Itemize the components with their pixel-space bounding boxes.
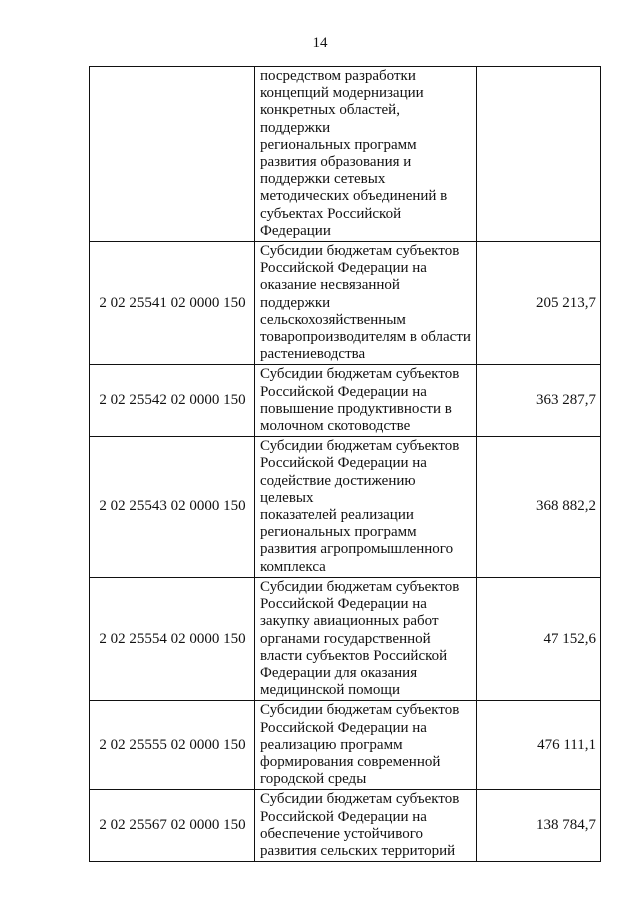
table-row <box>90 67 601 242</box>
income-name-cell <box>255 67 477 242</box>
income-name-line: Российской Федерации на <box>260 260 427 277</box>
income-name-line: реализацию программ <box>260 736 403 753</box>
income-code-cell: 2 02 25554 02 0000 150 <box>90 577 255 700</box>
amount-cell <box>477 67 601 242</box>
income-name-line: медицинской помощи <box>260 682 400 699</box>
income-name-line: Российской Федерации на <box>260 719 427 736</box>
amount-cell: 476 111,1 <box>477 701 601 790</box>
income-name-line: органами государственной <box>260 630 431 647</box>
income-name-cell <box>255 365 477 437</box>
income-name-line: концепций модернизации <box>260 85 424 102</box>
income-name-cell <box>255 577 477 700</box>
income-name-line: региональных программ <box>260 136 417 153</box>
income-name-line: оказание несвязанной поддержки <box>260 277 400 311</box>
income-name-line: Субсидии бюджетам субъектов <box>260 702 460 719</box>
income-code-cell: 2 02 25543 02 0000 150 <box>90 437 255 578</box>
amount-cell: 47 152,6 <box>477 577 601 700</box>
table-row <box>90 790 601 862</box>
income-name-line: методических объединений в <box>260 188 448 205</box>
income-name-cell <box>255 242 477 365</box>
income-name-line: комплекса <box>260 558 326 575</box>
income-name-line: товаропроизводителям в области <box>260 329 471 346</box>
income-name-cell <box>255 790 477 862</box>
income-name-line: Субсидии бюджетам субъектов <box>260 438 460 455</box>
budget-table-body <box>90 67 601 862</box>
income-name-line: Субсидии бюджетам субъектов <box>260 243 460 260</box>
amount-cell: 205 213,7 <box>477 242 601 365</box>
income-code-cell: 2 02 25541 02 0000 150 <box>90 242 255 365</box>
income-name-line: растениеводства <box>260 346 366 363</box>
table-row <box>90 242 601 365</box>
income-name-line: региональных программ <box>260 524 417 541</box>
income-name-line: сельскохозяйственным <box>260 311 406 328</box>
income-name-line: Субсидии бюджетам субъектов <box>260 578 460 595</box>
income-code-cell: 2 02 25567 02 0000 150 <box>90 790 255 862</box>
income-name-line: городской среды <box>260 771 367 788</box>
income-name-line: власти субъектов Российской <box>260 647 448 664</box>
income-name-line: посредством разработки <box>260 68 416 84</box>
income-name-line: Федерации для оказания <box>260 664 418 681</box>
income-name-line: Российской Федерации на <box>260 808 427 825</box>
table-row <box>90 437 601 578</box>
income-name-line: развития образования и <box>260 154 412 171</box>
income-name-line: Российской Федерации на <box>260 455 427 472</box>
income-name-line: развития сельских территорий <box>260 842 456 859</box>
budget-table <box>89 66 601 862</box>
amount-cell: 368 882,2 <box>477 437 601 578</box>
income-code-cell: 2 02 25555 02 0000 150 <box>90 701 255 790</box>
table-row <box>90 365 601 437</box>
page-number: 14 <box>312 35 328 51</box>
income-name-line: повышение продуктивности в <box>260 400 452 417</box>
income-name-line: Субсидии бюджетам субъектов <box>260 791 460 808</box>
income-code-cell: 2 02 25542 02 0000 150 <box>90 365 255 437</box>
income-name-line: молочном скотоводстве <box>260 418 411 435</box>
income-name-line: обеспечение устойчивого <box>260 825 423 842</box>
amount-cell: 363 287,7 <box>477 365 601 437</box>
income-name-line: Федерации <box>260 222 331 239</box>
income-name-line: конкретных областей, поддержки <box>260 102 400 136</box>
income-name-line: показателей реализации <box>260 507 414 524</box>
table-row <box>90 701 601 790</box>
income-name-line: содействие достижению целевых <box>260 472 416 506</box>
income-name-line: поддержки сетевых <box>260 171 386 188</box>
amount-cell: 138 784,7 <box>477 790 601 862</box>
income-name-line: формирования современной <box>260 753 441 770</box>
income-name-line: Российской Федерации на <box>260 596 427 613</box>
income-name-line: Субсидии бюджетам субъектов <box>260 366 460 383</box>
income-name-line: Российской Федерации на <box>260 383 427 400</box>
income-code-cell <box>90 67 255 242</box>
income-name-line: развития агропромышленного <box>260 541 454 558</box>
table-row <box>90 577 601 700</box>
income-name-cell <box>255 437 477 578</box>
income-name-cell <box>255 701 477 790</box>
income-name-line: закупку авиационных работ <box>260 613 439 630</box>
income-name-line: субъектах Российской <box>260 205 402 222</box>
